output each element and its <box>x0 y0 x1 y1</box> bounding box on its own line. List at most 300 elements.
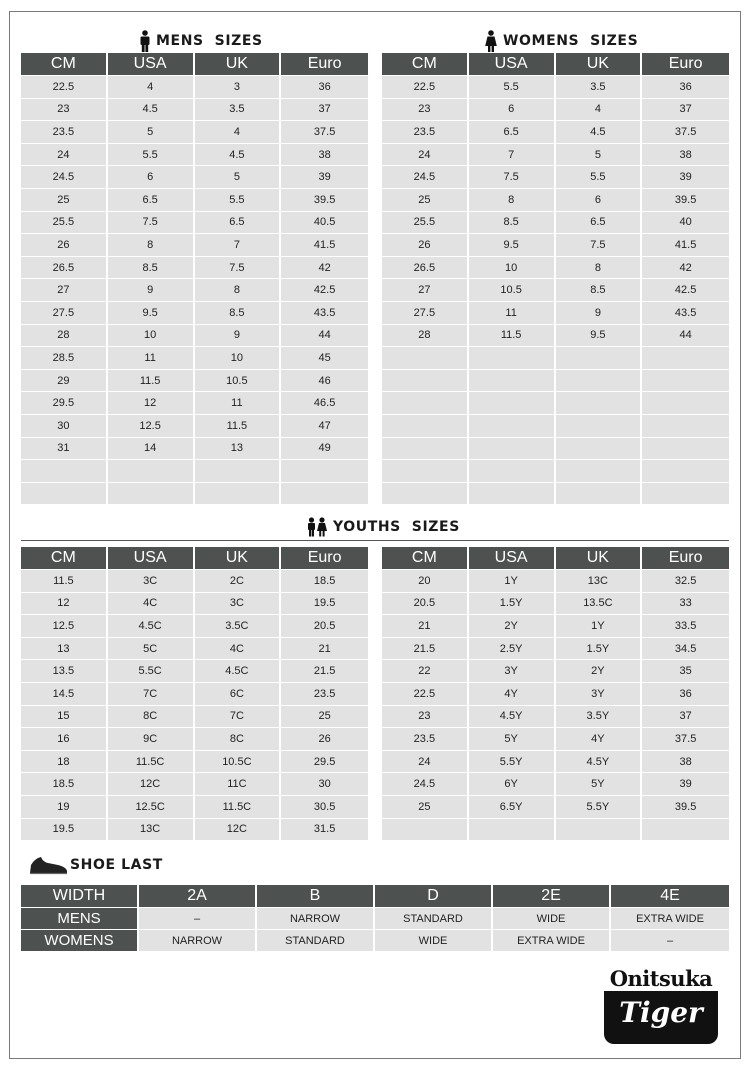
table-cell: 5 <box>108 120 195 143</box>
youths-left-header-row <box>21 547 368 569</box>
shoe-last-table <box>21 885 729 951</box>
table-cell: 44 <box>642 324 729 347</box>
table-cell: 26.5 <box>382 256 469 279</box>
table-cell: 24 <box>382 750 469 773</box>
table-cell: 26.5 <box>21 256 108 279</box>
table-cell: 25 <box>382 795 469 818</box>
shoe-last-title-label: SHOE LAST <box>70 857 163 873</box>
table-cell: STANDARD <box>375 907 493 929</box>
table-cell: 5 <box>556 143 643 166</box>
table-cell: 36 <box>642 75 729 98</box>
table-row <box>382 278 729 301</box>
table-row <box>21 391 368 414</box>
table-cell <box>469 414 556 437</box>
table-cell: 5Y <box>469 727 556 750</box>
youths-divider <box>21 540 729 541</box>
table-cell <box>469 391 556 414</box>
table-row <box>382 346 729 369</box>
table-cell: 33.5 <box>642 614 729 637</box>
table-row <box>21 346 368 369</box>
table-cell: 26 <box>382 233 469 256</box>
table-cell: 1.5Y <box>556 637 643 660</box>
man-icon <box>139 30 151 52</box>
table-cell: 37 <box>642 98 729 121</box>
column-header: USA <box>469 53 556 75</box>
table-row <box>382 188 729 211</box>
table-cell: 39.5 <box>642 795 729 818</box>
table-cell: 4C <box>108 592 195 615</box>
table-cell <box>382 391 469 414</box>
table-row <box>382 569 729 592</box>
table-row <box>21 165 368 188</box>
table-row <box>382 772 729 795</box>
table-cell: 24.5 <box>382 165 469 188</box>
table-row <box>21 301 368 324</box>
table-cell: 6C <box>195 682 282 705</box>
womens-size-table <box>382 53 729 504</box>
table-cell: 7.5 <box>469 165 556 188</box>
table-row <box>382 727 729 750</box>
table-cell <box>469 346 556 369</box>
table-cell: 39 <box>281 165 368 188</box>
table-row <box>21 324 368 347</box>
table-cell: 11 <box>195 391 282 414</box>
table-cell: 30.5 <box>281 795 368 818</box>
table-cell: 25 <box>382 188 469 211</box>
table-cell: 11 <box>469 301 556 324</box>
column-header: Euro <box>281 53 368 75</box>
table-cell: 32.5 <box>642 569 729 592</box>
table-cell: 4.5 <box>108 98 195 121</box>
table-cell: 9.5 <box>108 301 195 324</box>
table-cell: 12.5 <box>108 414 195 437</box>
table-cell: 12.5C <box>108 795 195 818</box>
table-cell <box>382 459 469 482</box>
youths-size-table-left <box>21 547 368 840</box>
column-header: Euro <box>642 547 729 569</box>
table-cell: 5.5 <box>556 165 643 188</box>
table-cell: 5Y <box>556 772 643 795</box>
table-cell: 8C <box>108 705 195 728</box>
table-cell: 18 <box>21 750 108 773</box>
table-cell: 43.5 <box>281 301 368 324</box>
table-cell: 36 <box>281 75 368 98</box>
column-header: 2A <box>139 885 257 907</box>
column-header: B <box>257 885 375 907</box>
onitsuka-tiger-logo <box>600 966 722 1046</box>
table-cell: WIDE <box>375 929 493 951</box>
table-cell: 29.5 <box>21 391 108 414</box>
table-row <box>382 482 729 505</box>
table-cell: 24 <box>21 143 108 166</box>
table-cell <box>556 346 643 369</box>
table-cell: 27 <box>21 278 108 301</box>
table-cell: 8.5 <box>195 301 282 324</box>
table-cell: 4 <box>556 98 643 121</box>
table-cell: 27.5 <box>382 301 469 324</box>
table-row <box>382 120 729 143</box>
table-cell: 3 <box>195 75 282 98</box>
table-cell: 40 <box>642 211 729 234</box>
table-cell: 45 <box>281 346 368 369</box>
table-cell: 6.5 <box>469 120 556 143</box>
table-cell: 11 <box>108 346 195 369</box>
table-cell: 15 <box>21 705 108 728</box>
table-cell: 42 <box>642 256 729 279</box>
column-header: WIDTH <box>21 885 139 907</box>
table-cell: 10.5C <box>195 750 282 773</box>
table-cell: 25.5 <box>382 211 469 234</box>
shoe-last-title <box>28 854 163 876</box>
table-row <box>382 165 729 188</box>
table-cell <box>642 459 729 482</box>
table-cell: 3Y <box>469 659 556 682</box>
table-cell: 21 <box>281 637 368 660</box>
table-cell <box>382 818 469 841</box>
table-cell: 4.5 <box>556 120 643 143</box>
table-cell: 23.5 <box>382 727 469 750</box>
table-cell: 44 <box>281 324 368 347</box>
table-cell: 29.5 <box>281 750 368 773</box>
table-cell: 46.5 <box>281 391 368 414</box>
table-cell: 21.5 <box>281 659 368 682</box>
column-header: CM <box>382 53 469 75</box>
table-cell: 12.5 <box>21 614 108 637</box>
table-cell: 6.5 <box>108 188 195 211</box>
table-cell: 2C <box>195 569 282 592</box>
table-row <box>21 256 368 279</box>
table-row <box>382 324 729 347</box>
table-cell <box>556 391 643 414</box>
table-cell: 49 <box>281 437 368 460</box>
table-cell: 12 <box>21 592 108 615</box>
table-cell: 4C <box>195 637 282 660</box>
table-cell: 19 <box>21 795 108 818</box>
table-cell: 42.5 <box>281 278 368 301</box>
table-cell: 10 <box>108 324 195 347</box>
table-cell: 35 <box>642 659 729 682</box>
table-cell: 11.5 <box>469 324 556 347</box>
table-cell: 8 <box>469 188 556 211</box>
table-cell <box>556 459 643 482</box>
table-cell: 24.5 <box>21 165 108 188</box>
table-cell: 20 <box>382 569 469 592</box>
table-cell <box>469 437 556 460</box>
table-cell: 19.5 <box>281 592 368 615</box>
table-cell: 6 <box>556 188 643 211</box>
table-cell: 21.5 <box>382 637 469 660</box>
table-cell <box>556 437 643 460</box>
table-cell: 8.5 <box>469 211 556 234</box>
table-cell: NARROW <box>257 907 375 929</box>
table-cell: EXTRA WIDE <box>493 929 611 951</box>
mens-size-table <box>21 53 368 504</box>
table-row <box>21 75 368 98</box>
table-row <box>21 727 368 750</box>
table-cell: 9C <box>108 727 195 750</box>
table-row <box>21 98 368 121</box>
table-row <box>21 929 729 951</box>
table-cell: 30 <box>281 772 368 795</box>
table-cell <box>469 482 556 505</box>
table-cell: 18.5 <box>281 569 368 592</box>
table-cell <box>469 369 556 392</box>
table-cell: 9 <box>195 324 282 347</box>
table-cell: 42 <box>281 256 368 279</box>
table-cell: 38 <box>642 750 729 773</box>
table-cell: 16 <box>21 727 108 750</box>
table-cell: 10 <box>469 256 556 279</box>
table-cell: 8C <box>195 727 282 750</box>
table-cell: 3.5 <box>195 98 282 121</box>
table-cell: 1Y <box>469 569 556 592</box>
table-cell: 37 <box>281 98 368 121</box>
table-cell: 5.5Y <box>556 795 643 818</box>
table-cell: 25.5 <box>21 211 108 234</box>
table-row <box>21 211 368 234</box>
table-cell: 2Y <box>469 614 556 637</box>
table-cell: 46 <box>281 369 368 392</box>
table-cell: 22.5 <box>21 75 108 98</box>
table-row <box>21 907 729 929</box>
table-cell <box>469 459 556 482</box>
table-cell: 7 <box>469 143 556 166</box>
table-cell <box>195 482 282 505</box>
table-cell: 3.5C <box>195 614 282 637</box>
table-cell: 14.5 <box>21 682 108 705</box>
column-header: USA <box>108 53 195 75</box>
table-cell: 41.5 <box>642 233 729 256</box>
table-cell: 39 <box>642 772 729 795</box>
column-header: USA <box>108 547 195 569</box>
table-cell <box>108 482 195 505</box>
table-cell: 12C <box>195 818 282 841</box>
table-cell: 31 <box>21 437 108 460</box>
table-cell: 11.5 <box>108 369 195 392</box>
table-cell: 22 <box>382 659 469 682</box>
table-cell <box>21 459 108 482</box>
table-row <box>382 75 729 98</box>
shoe-last-header-row <box>21 885 729 907</box>
table-cell: 28 <box>382 324 469 347</box>
table-cell: 21 <box>382 614 469 637</box>
table-cell: 23 <box>382 705 469 728</box>
table-cell: NARROW <box>139 929 257 951</box>
table-cell: 42.5 <box>642 278 729 301</box>
table-cell: 7.5 <box>195 256 282 279</box>
table-row <box>21 414 368 437</box>
table-row <box>382 143 729 166</box>
table-cell: 20.5 <box>281 614 368 637</box>
table-cell: 23.5 <box>382 120 469 143</box>
table-cell: 27 <box>382 278 469 301</box>
table-cell: 6.5Y <box>469 795 556 818</box>
table-cell <box>556 414 643 437</box>
youths-size-table-right <box>382 547 729 840</box>
table-cell: 5.5Y <box>469 750 556 773</box>
table-cell: 4.5 <box>195 143 282 166</box>
logo-wordmark-top: Onitsuka <box>609 966 713 991</box>
table-row <box>382 659 729 682</box>
table-cell: 11.5C <box>195 795 282 818</box>
table-cell: 9 <box>556 301 643 324</box>
table-cell: 3C <box>195 592 282 615</box>
table-row <box>21 278 368 301</box>
table-cell: 10.5 <box>469 278 556 301</box>
table-cell: 28.5 <box>21 346 108 369</box>
table-cell <box>21 482 108 505</box>
table-cell <box>556 369 643 392</box>
table-cell: 3.5Y <box>556 705 643 728</box>
column-header: CM <box>21 547 108 569</box>
table-cell: 5.5C <box>108 659 195 682</box>
table-cell: 8 <box>108 233 195 256</box>
table-cell: 30 <box>21 414 108 437</box>
table-cell: 38 <box>281 143 368 166</box>
table-cell: 7C <box>108 682 195 705</box>
table-cell: 43.5 <box>642 301 729 324</box>
table-row <box>382 391 729 414</box>
table-cell: 4Y <box>469 682 556 705</box>
column-header: UK <box>195 547 282 569</box>
table-cell: 3Y <box>556 682 643 705</box>
table-cell <box>108 459 195 482</box>
table-cell: 4 <box>195 120 282 143</box>
table-cell: 13.5C <box>556 592 643 615</box>
table-cell: 11.5C <box>108 750 195 773</box>
table-cell: – <box>611 929 729 951</box>
woman-icon <box>484 30 498 52</box>
womens-title-label: WOMENS SIZES <box>503 33 639 49</box>
table-cell: 23.5 <box>21 120 108 143</box>
table-cell: 4.5C <box>108 614 195 637</box>
table-cell: 24.5 <box>382 772 469 795</box>
table-row <box>21 659 368 682</box>
table-cell: 4.5Y <box>556 750 643 773</box>
table-cell: – <box>139 907 257 929</box>
table-cell: WIDE <box>493 907 611 929</box>
table-row <box>21 705 368 728</box>
womens-title <box>484 30 638 52</box>
table-row <box>21 459 368 482</box>
table-row <box>21 233 368 256</box>
table-row <box>382 637 729 660</box>
table-cell: 9 <box>108 278 195 301</box>
table-cell: 7C <box>195 705 282 728</box>
column-header: Euro <box>642 53 729 75</box>
table-cell: 6Y <box>469 772 556 795</box>
table-cell: 25 <box>21 188 108 211</box>
table-cell <box>382 346 469 369</box>
table-cell: 31.5 <box>281 818 368 841</box>
table-cell: 6.5 <box>195 211 282 234</box>
table-cell: 19.5 <box>21 818 108 841</box>
table-row <box>382 459 729 482</box>
table-cell <box>382 414 469 437</box>
table-cell: 5C <box>108 637 195 660</box>
table-cell: 39.5 <box>642 188 729 211</box>
table-row <box>382 437 729 460</box>
column-header: UK <box>556 53 643 75</box>
table-cell <box>642 818 729 841</box>
table-row <box>21 682 368 705</box>
table-cell: 12C <box>108 772 195 795</box>
table-row <box>21 818 368 841</box>
table-cell: 6 <box>108 165 195 188</box>
table-cell: 7.5 <box>108 211 195 234</box>
table-cell: 23 <box>21 98 108 121</box>
table-cell: 37.5 <box>642 120 729 143</box>
table-cell: 37.5 <box>281 120 368 143</box>
table-row <box>21 592 368 615</box>
table-cell <box>281 459 368 482</box>
table-cell: 23.5 <box>281 682 368 705</box>
table-cell: 13.5 <box>21 659 108 682</box>
table-row <box>382 301 729 324</box>
table-cell <box>195 459 282 482</box>
table-cell: 22.5 <box>382 682 469 705</box>
table-row <box>382 614 729 637</box>
column-header: UK <box>195 53 282 75</box>
table-cell: EXTRA WIDE <box>611 907 729 929</box>
table-cell: 26 <box>21 233 108 256</box>
table-cell: 18.5 <box>21 772 108 795</box>
table-row <box>21 369 368 392</box>
column-header: UK <box>556 547 643 569</box>
table-cell: 8 <box>195 278 282 301</box>
mens-title-label: MENS SIZES <box>156 33 263 49</box>
table-cell: 25 <box>281 705 368 728</box>
table-cell: 9.5 <box>556 324 643 347</box>
table-row <box>382 705 729 728</box>
table-cell <box>642 369 729 392</box>
table-cell: 4Y <box>556 727 643 750</box>
table-cell: 11C <box>195 772 282 795</box>
table-row <box>21 795 368 818</box>
table-row <box>382 256 729 279</box>
table-row <box>382 682 729 705</box>
table-row <box>21 614 368 637</box>
table-row <box>382 369 729 392</box>
table-cell <box>556 482 643 505</box>
table-cell <box>382 369 469 392</box>
table-row <box>382 233 729 256</box>
table-cell: 22.5 <box>382 75 469 98</box>
table-cell: 13 <box>195 437 282 460</box>
table-cell: 8 <box>556 256 643 279</box>
youths-title <box>306 517 460 537</box>
table-row <box>21 637 368 660</box>
table-cell: 13C <box>556 569 643 592</box>
table-cell: 7.5 <box>556 233 643 256</box>
table-row <box>21 188 368 211</box>
column-header: D <box>375 885 493 907</box>
row-header: MENS <box>21 907 139 929</box>
children-icon <box>306 517 328 537</box>
table-cell: 14 <box>108 437 195 460</box>
table-cell <box>642 391 729 414</box>
table-cell <box>642 414 729 437</box>
table-cell: 8.5 <box>556 278 643 301</box>
table-cell: 23 <box>382 98 469 121</box>
table-cell <box>382 482 469 505</box>
table-cell <box>642 346 729 369</box>
table-cell: 2.5Y <box>469 637 556 660</box>
table-cell <box>281 482 368 505</box>
womens-header-row <box>382 53 729 75</box>
table-cell: 5 <box>195 165 282 188</box>
table-cell: 20.5 <box>382 592 469 615</box>
